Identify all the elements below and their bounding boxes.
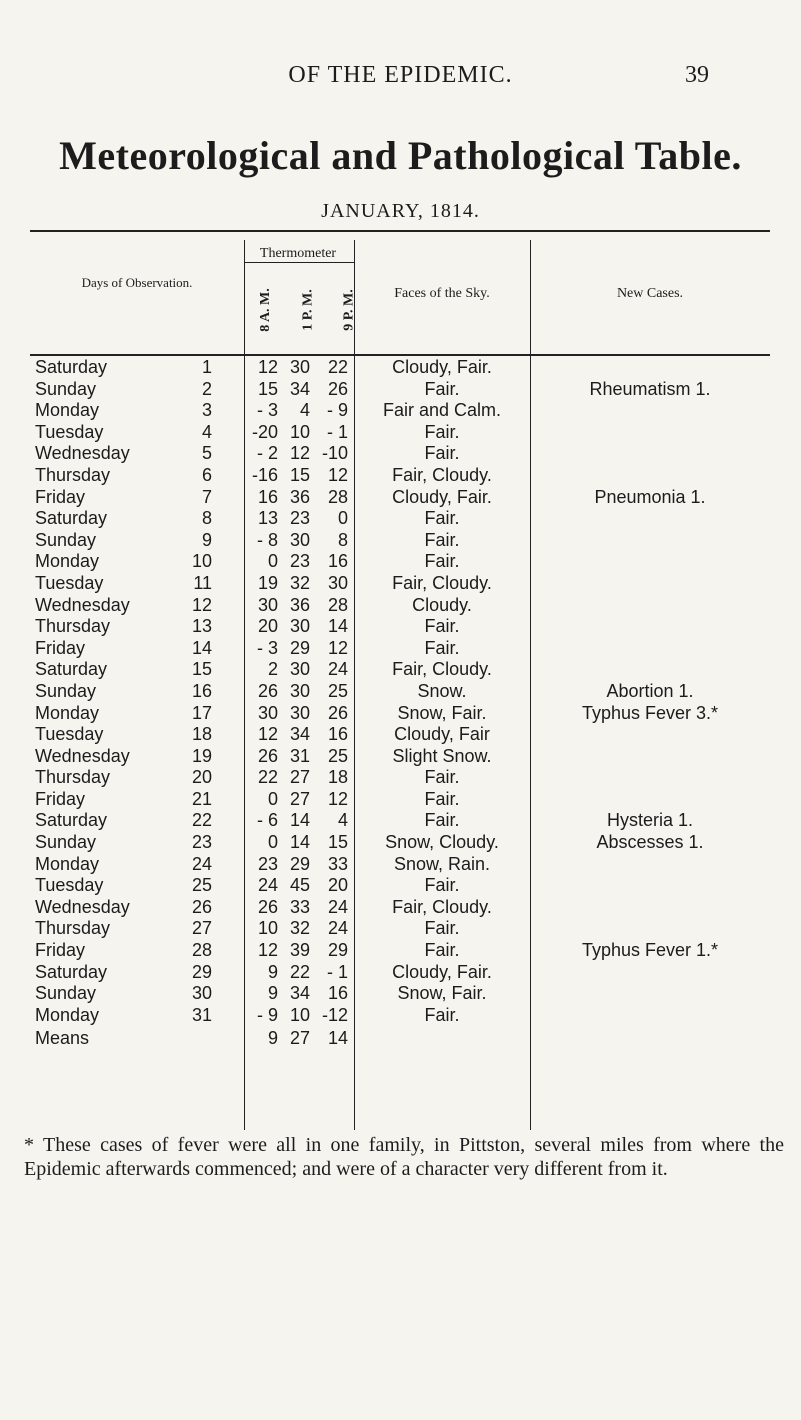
temp-9pm-cell: 25 — [327, 745, 348, 766]
temp-9pm-cell: 26 — [327, 378, 348, 399]
temp-9pm-cell: 22 — [327, 357, 348, 377]
day-cell: Tuesday — [35, 875, 104, 896]
sky-cell: Snow, Fair. — [397, 702, 487, 723]
new-cases-cell: Rheumatism 1. — [589, 378, 711, 399]
sky-cell: Fair, Cloudy. — [392, 464, 492, 485]
day-cell: Sunday — [35, 832, 97, 853]
temp-8am-cell: 9 — [267, 983, 278, 1004]
table-row — [30, 724, 770, 746]
sky-cell: Cloudy, Fair. — [392, 486, 492, 507]
sky-cell: Fair, Cloudy. — [392, 572, 492, 593]
day-cell: Thursday — [35, 918, 111, 939]
temp-8am-cell: 9 — [267, 961, 278, 982]
sky-cell: Fair. — [424, 918, 460, 939]
temp-1pm-cell: 10 — [289, 421, 310, 442]
temp-9pm-cell: 16 — [327, 983, 348, 1004]
date-cell: 5 — [201, 443, 212, 464]
running-head — [0, 62, 801, 92]
temp-9pm-cell: 24 — [327, 918, 348, 939]
days-header: Days of Observation. — [81, 275, 193, 290]
temp-9pm-cell: 25 — [327, 680, 348, 701]
date-cell: 20 — [191, 767, 212, 788]
date-cell: 14 — [191, 637, 212, 658]
table-row — [30, 789, 770, 811]
new-cases-cell: Abortion 1. — [606, 680, 694, 701]
table-row — [30, 379, 770, 401]
temp-8am-cell: 0 — [267, 551, 278, 572]
day-cell: Monday — [35, 702, 100, 723]
temp-9pm-cell: 12 — [327, 464, 348, 485]
temp-8am-cell: - 8 — [256, 529, 278, 550]
date-cell: 7 — [201, 486, 212, 507]
temp-1pm-cell: 45 — [289, 875, 310, 896]
date-cell: 28 — [191, 940, 212, 961]
sky-cell: Snow, Fair. — [397, 983, 487, 1004]
cases-header: New Cases. — [616, 286, 684, 301]
day-cell: Wednesday — [35, 594, 130, 615]
sky-cell: Fair. — [424, 875, 460, 896]
table-row — [30, 897, 770, 919]
temp-1pm-cell: 23 — [289, 551, 310, 572]
date-cell: 18 — [191, 724, 212, 745]
date-cell: 16 — [191, 680, 212, 701]
temp-9pm-cell: -10 — [321, 443, 348, 464]
date-cell: 24 — [191, 853, 212, 874]
day-cell: Monday — [35, 551, 100, 572]
table-subtitle: JANUARY, 1814. — [321, 200, 480, 222]
date-cell: 29 — [191, 961, 212, 982]
temp-9pm-cell: 15 — [327, 832, 348, 853]
table-row — [30, 703, 770, 725]
thermometer-subheaders — [244, 270, 357, 350]
temp-1pm-cell: 34 — [289, 724, 310, 745]
table-row — [30, 465, 770, 487]
table-row — [30, 854, 770, 876]
mean-9pm: 14 — [327, 1028, 348, 1049]
temp-8am-cell: 10 — [257, 918, 278, 939]
date-cell: 11 — [193, 572, 212, 593]
date-cell: 23 — [191, 832, 212, 853]
table-row — [30, 595, 770, 617]
temp-9pm-cell: - 1 — [326, 961, 348, 982]
temp-8am-cell: 15 — [257, 378, 278, 399]
table-row — [30, 1005, 770, 1027]
temp-1pm-cell: 32 — [289, 572, 310, 593]
temp-1pm-cell: 30 — [289, 357, 310, 377]
mean-8am: 9 — [267, 1028, 278, 1049]
sky-cell: Fair. — [424, 616, 460, 637]
date-cell: 17 — [191, 702, 212, 723]
new-cases-cell: Hysteria 1. — [606, 810, 694, 831]
day-cell: Tuesday — [35, 724, 104, 745]
temp-9pm-cell: 4 — [337, 810, 348, 831]
temp-9pm-cell: 26 — [327, 702, 348, 723]
temp-8am-cell: - 9 — [256, 1004, 278, 1025]
temp-9pm-cell: 24 — [327, 896, 348, 917]
temp-1pm-cell: 32 — [289, 918, 310, 939]
temp-9pm-cell: 16 — [327, 551, 348, 572]
new-cases-cell: Abscesses 1. — [596, 832, 704, 853]
table-header — [30, 240, 770, 352]
temp-1pm-cell: 34 — [289, 378, 310, 399]
temp-8am-cell: -20 — [251, 421, 278, 442]
header-9pm: 9 P. M. — [341, 289, 357, 331]
table-row — [30, 746, 770, 768]
sky-cell: Fair. — [424, 1004, 460, 1025]
temp-8am-cell: - 3 — [256, 400, 278, 421]
temp-1pm-cell: 30 — [289, 702, 310, 723]
day-cell: Monday — [35, 400, 100, 421]
date-cell: 27 — [191, 918, 212, 939]
means-row — [30, 1026, 770, 1050]
temp-1pm-cell: 4 — [299, 400, 310, 421]
temp-1pm-cell: 14 — [289, 810, 310, 831]
sky-cell: Fair. — [424, 443, 460, 464]
temp-9pm-cell: 24 — [327, 659, 348, 680]
temp-8am-cell: 20 — [257, 616, 278, 637]
temp-1pm-cell: 29 — [289, 853, 310, 874]
table-row — [30, 918, 770, 940]
table-row — [30, 616, 770, 638]
table-row — [30, 357, 770, 379]
day-cell: Sunday — [35, 529, 97, 550]
header-1pm: 1 P. M. — [300, 289, 316, 331]
table-row — [30, 767, 770, 789]
sky-cell: Fair. — [424, 767, 460, 788]
table-body — [30, 357, 770, 1050]
means-label: Means — [35, 1028, 90, 1049]
sky-cell: Snow. — [417, 680, 467, 701]
temp-9pm-cell: 12 — [327, 788, 348, 809]
temp-1pm-cell: 23 — [289, 508, 310, 529]
date-cell: 6 — [201, 464, 212, 485]
day-cell: Saturday — [35, 810, 108, 831]
temp-1pm-cell: 10 — [289, 1004, 310, 1025]
page-title: Meteorological and Pathological Table. — [59, 133, 742, 178]
temp-1pm-cell: 12 — [289, 443, 310, 464]
temp-9pm-cell: -12 — [321, 1004, 348, 1025]
temp-8am-cell: 23 — [257, 853, 278, 874]
temp-1pm-cell: 36 — [289, 594, 310, 615]
table-row — [30, 400, 770, 422]
date-cell: 26 — [191, 896, 212, 917]
temp-8am-cell: 19 — [257, 572, 278, 593]
date-cell: 31 — [191, 1004, 212, 1025]
temp-8am-cell: 2 — [267, 659, 278, 680]
date-cell: 2 — [201, 378, 212, 399]
temp-1pm-cell: 39 — [289, 940, 310, 961]
new-cases-cell: Pneumonia 1. — [594, 486, 706, 507]
sky-cell: Fair, Cloudy. — [392, 659, 492, 680]
temp-1pm-cell: 29 — [289, 637, 310, 658]
temp-9pm-cell: 28 — [327, 594, 348, 615]
day-cell: Saturday — [35, 659, 108, 680]
sky-cell: Cloudy, Fair. — [392, 357, 492, 377]
table-top-rule — [30, 230, 770, 232]
sky-cell: Slight Snow. — [392, 745, 492, 766]
date-cell: 12 — [191, 594, 212, 615]
new-cases-cell: Typhus Fever 1.* — [581, 940, 719, 961]
temp-9pm-cell: 18 — [327, 767, 348, 788]
temp-8am-cell: 24 — [257, 875, 278, 896]
day-cell: Thursday — [35, 616, 111, 637]
day-cell: Sunday — [35, 378, 97, 399]
temp-9pm-cell: 33 — [327, 853, 348, 874]
table-row — [30, 983, 770, 1005]
table-row — [30, 962, 770, 984]
day-cell: Wednesday — [35, 443, 130, 464]
sky-cell: Cloudy. — [412, 594, 472, 615]
sky-cell: Snow, Rain. — [393, 853, 491, 874]
new-cases-cell: Typhus Fever 3.* — [581, 702, 719, 723]
temp-9pm-cell: 8 — [337, 529, 348, 550]
temp-8am-cell: 13 — [257, 508, 278, 529]
temp-9pm-cell: - 9 — [326, 400, 348, 421]
temp-9pm-cell: 29 — [327, 940, 348, 961]
temp-8am-cell: 22 — [257, 767, 278, 788]
sky-cell: Fair. — [424, 508, 460, 529]
date-cell: 15 — [191, 659, 212, 680]
temp-8am-cell: 0 — [267, 788, 278, 809]
temp-1pm-cell: 30 — [289, 659, 310, 680]
header-rule — [30, 354, 770, 356]
sky-cell: Fair and Calm. — [382, 400, 502, 421]
table-row — [30, 659, 770, 681]
temp-9pm-cell: 28 — [327, 486, 348, 507]
mean-1pm: 27 — [289, 1028, 310, 1049]
date-cell: 1 — [201, 357, 212, 377]
sky-cell: Fair. — [424, 940, 460, 961]
temp-1pm-cell: 33 — [289, 896, 310, 917]
day-cell: Saturday — [35, 961, 108, 982]
sky-cell: Fair. — [424, 529, 460, 550]
temp-8am-cell: 30 — [257, 702, 278, 723]
page-number: 39 — [685, 62, 709, 88]
table-row — [30, 551, 770, 573]
table-row — [30, 422, 770, 444]
table-row — [30, 573, 770, 595]
faces-header: Faces of the Sky. — [394, 286, 490, 301]
date-cell: 9 — [201, 529, 212, 550]
table-row — [30, 530, 770, 552]
date-cell: 13 — [191, 616, 212, 637]
temp-9pm-cell: - 1 — [326, 421, 348, 442]
day-cell: Tuesday — [35, 572, 104, 593]
temp-8am-cell: 30 — [257, 594, 278, 615]
table-row — [30, 875, 770, 897]
day-cell: Friday — [35, 788, 86, 809]
day-cell: Thursday — [35, 767, 111, 788]
day-cell: Monday — [35, 1004, 100, 1025]
sky-cell: Snow, Cloudy. — [385, 832, 499, 853]
table-row — [30, 681, 770, 703]
temp-9pm-cell: 0 — [337, 508, 348, 529]
day-cell: Saturday — [35, 508, 108, 529]
temp-8am-cell: 16 — [257, 486, 278, 507]
day-cell: Tuesday — [35, 421, 104, 442]
date-cell: 25 — [191, 875, 212, 896]
sky-cell: Cloudy, Fair — [394, 724, 490, 745]
sky-cell: Fair. — [424, 637, 460, 658]
temp-9pm-cell: 20 — [327, 875, 348, 896]
table-row — [30, 940, 770, 962]
temp-9pm-cell: 14 — [327, 616, 348, 637]
temp-9pm-cell: 30 — [327, 572, 348, 593]
date-cell: 21 — [191, 788, 212, 809]
date-cell: 8 — [201, 508, 212, 529]
date-cell: 3 — [201, 400, 212, 421]
table-row — [30, 487, 770, 509]
temp-1pm-cell: 15 — [289, 464, 310, 485]
thermometer-rule — [244, 262, 355, 263]
day-cell: Thursday — [35, 464, 111, 485]
date-cell: 22 — [191, 810, 212, 831]
day-cell: Sunday — [35, 983, 97, 1004]
temp-8am-cell: - 6 — [256, 810, 278, 831]
date-cell: 4 — [201, 421, 212, 442]
day-cell: Friday — [35, 940, 86, 961]
table-row — [30, 810, 770, 832]
day-cell: Sunday — [35, 680, 97, 701]
header-8am: 8 A. M. — [257, 288, 273, 332]
temp-1pm-cell: 31 — [289, 745, 310, 766]
day-cell: Saturday — [35, 357, 108, 377]
temp-1pm-cell: 27 — [289, 767, 310, 788]
day-cell: Wednesday — [35, 745, 130, 766]
thermometer-header: Thermometer — [259, 246, 337, 261]
sky-cell: Cloudy, Fair. — [392, 961, 492, 982]
temp-9pm-cell: 12 — [327, 637, 348, 658]
table-row — [30, 832, 770, 854]
temp-1pm-cell: 36 — [289, 486, 310, 507]
temp-1pm-cell: 30 — [289, 616, 310, 637]
temp-1pm-cell: 34 — [289, 983, 310, 1004]
table-row — [30, 508, 770, 530]
temp-1pm-cell: 14 — [289, 832, 310, 853]
temp-9pm-cell: 16 — [327, 724, 348, 745]
running-head-title: OF THE EPIDEMIC. — [288, 62, 513, 88]
footnote: * These cases of fever were all in one family, in Pittston, several miles from where the Epidemic afterwards commenced; and were of a character very different from it. — [24, 1134, 784, 1180]
temp-8am-cell: 0 — [267, 832, 278, 853]
day-cell: Friday — [35, 486, 86, 507]
sky-cell: Fair. — [424, 788, 460, 809]
temp-8am-cell: 12 — [257, 724, 278, 745]
temp-8am-cell: - 2 — [256, 443, 278, 464]
temp-8am-cell: 26 — [257, 896, 278, 917]
temp-8am-cell: 26 — [257, 745, 278, 766]
temp-1pm-cell: 22 — [289, 961, 310, 982]
day-cell: Wednesday — [35, 896, 130, 917]
sky-cell: Fair. — [424, 810, 460, 831]
date-cell: 30 — [191, 983, 212, 1004]
temp-8am-cell: -16 — [251, 464, 278, 485]
sky-cell: Fair. — [424, 378, 460, 399]
temp-8am-cell: - 3 — [256, 637, 278, 658]
temp-8am-cell: 12 — [257, 940, 278, 961]
sky-cell: Fair. — [424, 421, 460, 442]
temp-8am-cell: 26 — [257, 680, 278, 701]
sky-cell: Fair. — [424, 551, 460, 572]
table-row — [30, 443, 770, 465]
temp-1pm-cell: 27 — [289, 788, 310, 809]
temp-1pm-cell: 30 — [289, 680, 310, 701]
sky-cell: Fair, Cloudy. — [392, 896, 492, 917]
date-cell: 19 — [191, 745, 212, 766]
date-cell: 10 — [191, 551, 212, 572]
table-row — [30, 638, 770, 660]
temp-1pm-cell: 30 — [289, 529, 310, 550]
day-cell: Friday — [35, 637, 86, 658]
day-cell: Monday — [35, 853, 100, 874]
temp-8am-cell: 12 — [257, 357, 278, 377]
